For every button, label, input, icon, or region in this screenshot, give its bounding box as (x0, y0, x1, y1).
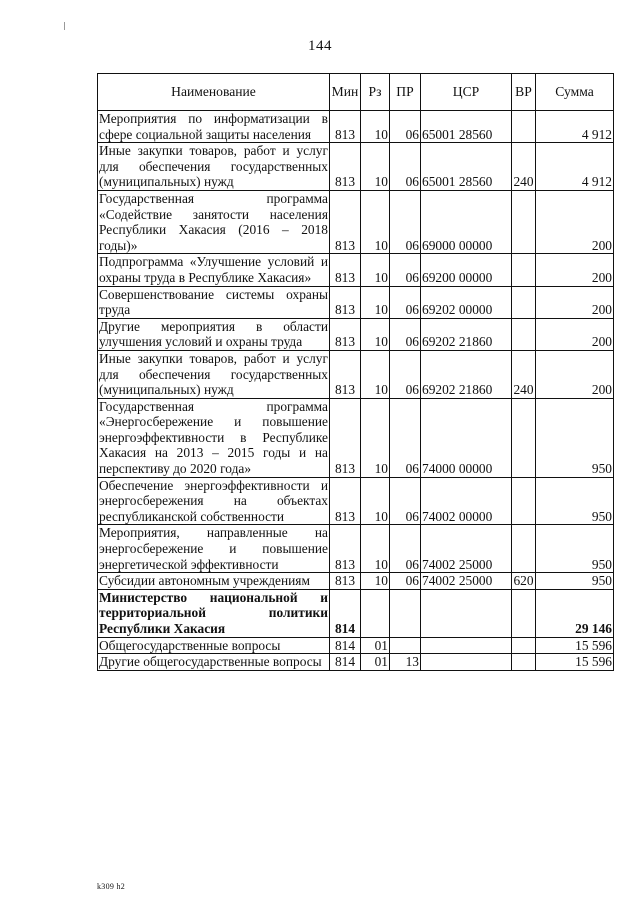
cell-csr: 74000 00000 (421, 398, 512, 477)
cell-rz (361, 589, 390, 637)
cell-name: Субсидии автономным учреждениям (98, 573, 330, 590)
cell-rz: 10 (361, 143, 390, 191)
cell-vr (512, 525, 536, 573)
cell-rz: 10 (361, 286, 390, 318)
cell-min: 813 (330, 573, 361, 590)
cell-rz: 10 (361, 350, 390, 398)
cell-min: 813 (330, 143, 361, 191)
cell-sum: 29 146 (536, 589, 614, 637)
cell-pr (390, 637, 421, 654)
page-number: 144 (308, 38, 332, 54)
cell-name: Мероприятия, направленные на энергосбережение и повышение энергетической эффективности (99, 525, 328, 572)
cell-name: Иные закупки товаров, работ и услуг для обеспечения государственных (муниципальных) нужд (99, 143, 328, 190)
cell-rz: 10 (361, 190, 390, 253)
cell-min: 814 (330, 589, 361, 637)
cell-csr: 65001 28560 (421, 111, 512, 143)
cell-rz: 10 (361, 254, 390, 286)
cell-csr: 69000 00000 (421, 190, 512, 253)
cell-sum: 200 (536, 190, 614, 253)
cell-name: Совершенствование системы охраны труда (99, 286, 328, 318)
cell-vr (512, 190, 536, 253)
cell-rz: 10 (361, 573, 390, 590)
table-header-row (98, 74, 614, 111)
cell-name: Общегосударственные вопросы (98, 637, 330, 654)
header-min: Мин (330, 74, 361, 111)
table-body (98, 111, 614, 671)
header-sum: Сумма (536, 74, 614, 111)
header-csr: ЦСР (421, 74, 512, 111)
cell-csr: 69202 00000 (421, 286, 512, 318)
cell-name: Государственная программа «Содействие занятости населения Республики Хакасия (2016 – 2018 годы)» (99, 190, 328, 253)
table-row (98, 589, 614, 637)
cell-sum: 200 (536, 286, 614, 318)
table-row (98, 318, 614, 350)
table-row (98, 350, 614, 398)
cell-rz: 01 (361, 654, 390, 671)
cell-name: Иные закупки товаров, работ и услуг для обеспечения государственных (муниципальных) нужд (99, 350, 328, 398)
cell-min: 813 (330, 286, 361, 318)
table-row (98, 477, 614, 525)
cell-csr: 69202 21860 (421, 318, 512, 350)
cell-csr (421, 637, 512, 654)
cell-pr: 06 (390, 190, 421, 253)
cell-name: Мероприятия по информатизации в сфере социальной защиты населения (99, 111, 328, 142)
cell-sum: 4 912 (536, 111, 614, 143)
cell-rz: 10 (361, 398, 390, 477)
cell-vr (512, 318, 536, 350)
table-row (98, 637, 614, 654)
table-row (98, 190, 614, 253)
cell-min: 813 (330, 350, 361, 398)
cell-min: 813 (330, 398, 361, 477)
cell-rz: 01 (361, 637, 390, 654)
cell-vr (512, 254, 536, 286)
cell-min: 813 (330, 525, 361, 573)
cell-pr (390, 589, 421, 637)
cell-min: 813 (330, 111, 361, 143)
cell-min: 813 (330, 477, 361, 525)
cell-csr: 74002 25000 (421, 573, 512, 590)
table-row (98, 254, 614, 286)
header-vr: ВР (512, 74, 536, 111)
cell-csr: 69202 21860 (421, 350, 512, 398)
cell-sum: 950 (536, 573, 614, 590)
cell-sum: 200 (536, 318, 614, 350)
cell-name: Другие общегосударственные вопросы (98, 654, 330, 671)
footer-code: k309 h2 (97, 882, 126, 891)
cell-name: Министерство национальной и территориальной политики Республики Хакасия (99, 589, 328, 636)
cell-rz: 10 (361, 318, 390, 350)
cell-pr: 06 (390, 525, 421, 573)
table-row (98, 573, 614, 590)
cell-sum: 15 596 (536, 637, 614, 654)
cell-csr: 74002 00000 (421, 477, 512, 525)
header-name: Наименование (98, 74, 330, 111)
cell-min: 813 (330, 254, 361, 286)
cell-sum: 200 (536, 254, 614, 286)
table-row (98, 143, 614, 191)
cell-csr: 69200 00000 (421, 254, 512, 286)
cell-vr (512, 477, 536, 525)
cell-sum: 4 912 (536, 143, 614, 191)
table-row (98, 525, 614, 573)
table-row (98, 111, 614, 143)
cell-name: Подпрограмма «Улучшение условий и охраны труда в Республике Хакасия» (99, 254, 328, 285)
table-row (98, 398, 614, 477)
cell-vr: 240 (512, 350, 536, 398)
cell-pr: 06 (390, 350, 421, 398)
scan-mark (64, 22, 65, 30)
cell-rz: 10 (361, 525, 390, 573)
cell-csr (421, 589, 512, 637)
cell-csr: 74002 25000 (421, 525, 512, 573)
cell-pr: 06 (390, 398, 421, 477)
cell-pr: 13 (390, 654, 421, 671)
cell-sum: 950 (536, 398, 614, 477)
cell-pr: 06 (390, 111, 421, 143)
cell-name: Другие мероприятия в области улучшения условий и охраны труда (99, 318, 328, 350)
cell-vr (512, 589, 536, 637)
cell-csr: 65001 28560 (421, 143, 512, 191)
cell-vr (512, 637, 536, 654)
cell-vr (512, 398, 536, 477)
cell-rz: 10 (361, 111, 390, 143)
cell-sum: 15 596 (536, 654, 614, 671)
cell-pr: 06 (390, 573, 421, 590)
cell-pr: 06 (390, 143, 421, 191)
cell-sum: 950 (536, 477, 614, 525)
table-row (98, 654, 614, 671)
cell-pr: 06 (390, 318, 421, 350)
cell-pr: 06 (390, 286, 421, 318)
cell-min: 814 (330, 654, 361, 671)
cell-rz: 10 (361, 477, 390, 525)
cell-vr: 240 (512, 143, 536, 191)
header-pr: ПР (390, 74, 421, 111)
cell-csr (421, 654, 512, 671)
cell-name: Государственная программа «Энергосбережение и повышение энергоэффективности в Республике Хакасия на 2013 – 2015 годы и на перспективу до 2020 года» (99, 398, 328, 477)
cell-vr (512, 654, 536, 671)
cell-vr (512, 286, 536, 318)
cell-vr (512, 111, 536, 143)
cell-name: Обеспечение энергоэффективности и энергосбережения на объектах республиканской собственности (99, 477, 328, 524)
header-rz: Рз (361, 74, 390, 111)
cell-pr: 06 (390, 254, 421, 286)
budget-table (97, 73, 614, 671)
cell-min: 814 (330, 637, 361, 654)
cell-sum: 950 (536, 525, 614, 573)
cell-min: 813 (330, 190, 361, 253)
table-row (98, 286, 614, 318)
cell-vr: 620 (513, 573, 534, 589)
cell-sum: 200 (536, 350, 614, 398)
cell-min: 813 (330, 318, 361, 350)
cell-pr: 06 (390, 477, 421, 525)
